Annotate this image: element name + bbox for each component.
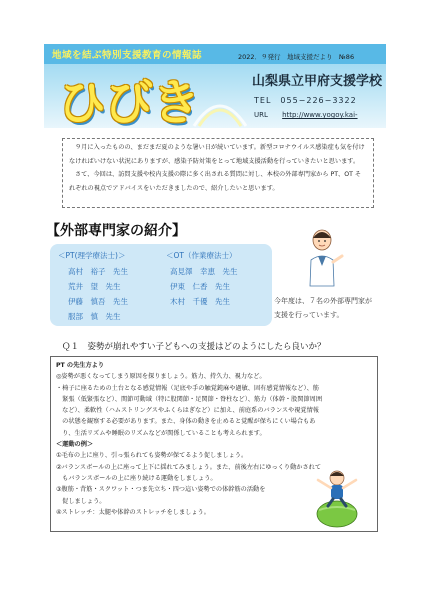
pt-name: 高村 裕子 先生 — [68, 267, 128, 276]
section-title-experts: 【外部専門家の紹介】 — [46, 223, 186, 239]
intro-paragraph-1: ９月に入ったものの、まだまだ夏のような暑い日が続いています。新型コロナウイルス感染症も気を付けなければいけない状況にありますが、感染予防対策をとって地域支援活動を行っていきたいと思います。 — [69, 144, 365, 165]
pt-name: 荒井 望 先生 — [68, 282, 121, 291]
exercise-example-line: ②バランスボールの上に座って上下に揺れてみましょう。また、前後左右にゆっくり動かされて — [56, 463, 322, 471]
pt-answer-line: ◎姿勢が悪くなってしまう原因を探りましょう。筋力、持久力、視力など。 — [56, 373, 266, 381]
exercise-example-heading: ＜運動の例＞ — [56, 441, 94, 449]
ot-name: 伊東 仁香 先生 — [170, 282, 230, 291]
school-name: 山梨県立甲府支援学校 — [252, 74, 383, 89]
newsletter-title: ひびき — [58, 75, 200, 131]
ot-name: 高見澤 幸恵 先生 — [170, 267, 238, 276]
exercise-example-line: もバランスボールの上に座り続ける運動をしましょう。 — [56, 474, 217, 482]
experts-note — [274, 294, 372, 322]
url-label: URL — [254, 111, 268, 119]
pt-answer-heading: PT の先生方より — [56, 362, 105, 369]
pt-answer-line: の状態を観察する必要があります。また、身体の動きを止めると覚醒が保ちにくい場合もあ — [56, 418, 316, 426]
pt-answer-line: り、生活リズムや睡眠のリズムなどが関係していることも考えられます。 — [56, 429, 266, 437]
pt-answer-line: ・椅子に座るための土台となる感覚情報（足底や手の触覚鈍麻や過敏、固有感覚情報など）、筋 — [56, 384, 319, 392]
question-1: Ｑ１ 姿勢が崩れやすい子どもへの支援はどのようにしたら良いか？ — [62, 342, 326, 352]
teacher-illustration-icon — [302, 226, 344, 288]
url-link[interactable]: http://www.yogoy.kai- — [282, 111, 358, 119]
intro-box — [62, 138, 374, 208]
school-tel: TEL 055−226−3322 — [254, 96, 357, 105]
experts-note-line-2: 支援を行っています。 — [274, 311, 344, 319]
experts-note-line-1: 今年度は、７名の外部専門家が — [274, 297, 372, 305]
exercise-example-line: ④ストレッチ：太腿や体幹のストレッチをしましょう。 — [56, 508, 210, 516]
header-tagline: 地域を結ぶ特別支援教育の情報誌 — [52, 50, 203, 61]
ot-column-title: ＜OT（作業療法士） — [166, 251, 237, 260]
school-url — [254, 111, 358, 119]
pt-column-title: ＜PT(理学療法士)＞ — [58, 251, 126, 260]
exercise-example-line: ③腹筋・背筋・スクワット・つま先立ち・四つ這い姿勢での体幹筋の活動を — [56, 486, 266, 494]
exercise-example-line: ①毛布の上に座り、引っ張られても姿勢が保てるよう促しましょう。 — [56, 452, 248, 460]
exercise-example-line: 促しましょう。 — [56, 497, 106, 505]
rainbow-arc-icon — [190, 92, 250, 128]
issue-info: 2022．９発行 地域支援だより №86 — [238, 53, 355, 61]
intro-paragraph-2: さて、今回は、訪問支援や校内支援の際に多く出される質問に対し、本校の外部専門家から PT、OT それぞれの視点でアドバイスをいただきましたので、紹介したいと思います。 — [69, 171, 362, 192]
pt-name: 服部 慎 先生 — [68, 312, 121, 321]
pt-name: 伊藤 慎吾 先生 — [68, 297, 128, 306]
child-balance-ball-icon — [306, 466, 368, 528]
pt-answer-line: 緊張（低緊張など）、関節可動域（特に股関節・足関節・脊柱など）、筋力（体幹・股関節周囲 — [56, 395, 323, 403]
pt-answer-line: など）、柔軟性（ハムストリングスやふくらはぎなど）に加え、前庭系のバランスや視覚情報 — [56, 407, 319, 415]
ot-name: 木村 千優 先生 — [170, 297, 230, 306]
